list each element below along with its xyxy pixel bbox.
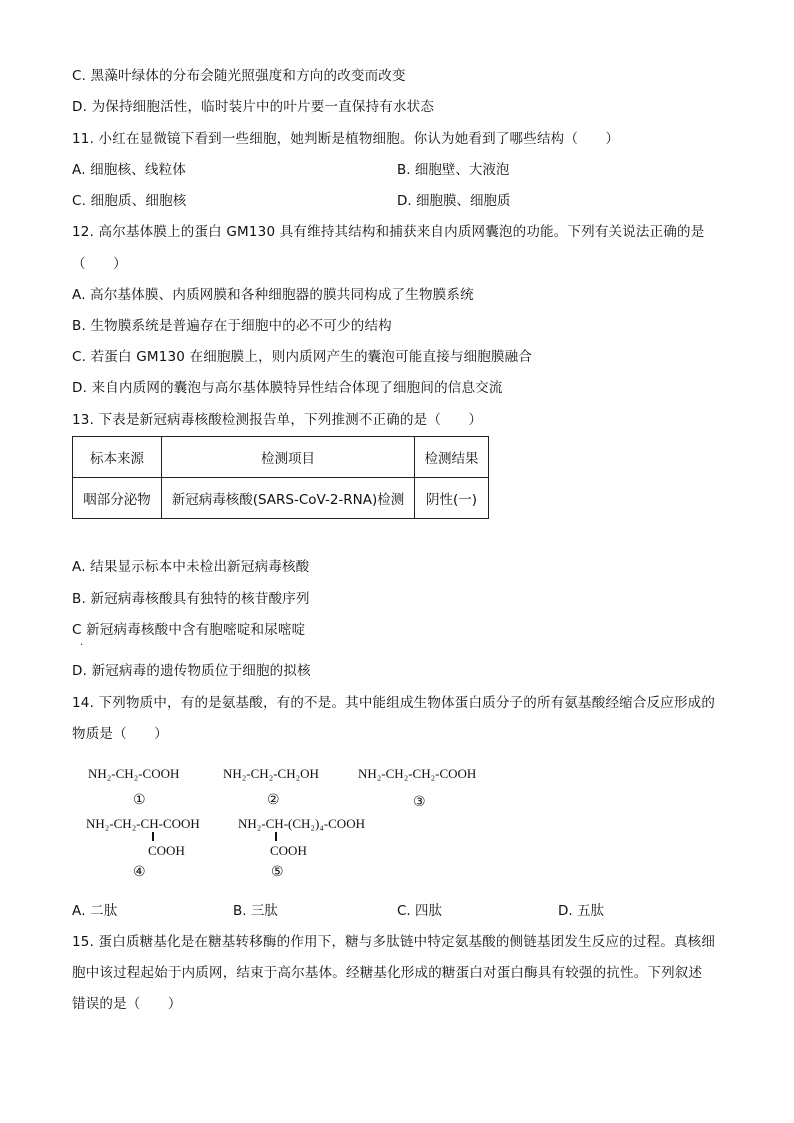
q13-stem: 13. 下表是新冠病毒核酸检测报告单，下列推测不正确的是（ ） xyxy=(72,412,483,428)
q11-option-b: B. 细胞壁、大液泡 xyxy=(397,162,510,178)
header-test-item: 检测项目 xyxy=(162,437,415,478)
formula-4-branch: COOH xyxy=(148,843,185,858)
q15-stem-line2: 胞中该过程起始于内质网，结束于高尔基体。经糖基化形成的糖蛋白对蛋白酶具有较强的抗性。下列叙述 xyxy=(72,965,703,981)
q14-option-d: D. 五肽 xyxy=(558,903,604,919)
formula-1: NH₂-CH₂-COOH xyxy=(88,766,180,781)
formula-5-main: NH₂-CH-(CH₂)₄-COOH xyxy=(238,816,365,831)
q13-option-b: B. 新冠病毒核酸具有独特的核苷酸序列 xyxy=(72,591,310,607)
cell-test-item: 新冠病毒核酸(SARS-CoV-2-RNA)检测 xyxy=(162,478,415,519)
formula-4-main: NH₂-CH₂-CH-COOH xyxy=(86,816,200,831)
q11-stem: 11. 小红在显微镜下看到一些细胞，她判断是植物细胞。你认为她看到了哪些结构（ ） xyxy=(72,131,620,147)
q14-stem-line1: 14. 下列物质中，有的是氨基酸，有的不是。其中能组成生物体蛋白质分子的所有氨基酸经缩合反应形成的 xyxy=(72,695,716,711)
formula-4-bond xyxy=(152,832,154,841)
q12-stem-line1: 12. 高尔基体膜上的蛋白 GM130 具有维持其结构和捕获来自内质网囊泡的功能。下列有关说法正确的是 xyxy=(72,224,705,240)
q13-option-c: C 新冠病毒核酸中含有胞嘧啶和尿嘧啶 xyxy=(72,622,306,638)
q11-option-d: D. 细胞膜、细胞质 xyxy=(397,193,511,209)
q14-option-c: C. 四肽 xyxy=(397,903,443,919)
q12-option-c: C. 若蛋白 GM130 在细胞膜上，则内质网产生的囊泡可能直接与细胞膜融合 xyxy=(72,349,533,365)
q12-stem-line2: （ ） xyxy=(72,256,127,272)
formula-5-branch: COOH xyxy=(270,843,307,858)
label-5: ⑤ xyxy=(271,864,284,880)
q11-option-c: C. 细胞质、细胞核 xyxy=(72,193,187,209)
cell-specimen-source: 咽部分泌物 xyxy=(73,478,162,519)
q10-option-c: C. 黑藻叶绿体的分布会随光照强度和方向的改变而改变 xyxy=(72,68,406,84)
formula-3: NH₂-CH₂-CH₂-COOH xyxy=(358,766,477,781)
q13-option-a: A. 结果显示标本中未检出新冠病毒核酸 xyxy=(72,559,310,575)
q12-option-a: A. 高尔基体膜、内质网膜和各种细胞器的膜共同构成了生物膜系统 xyxy=(72,287,474,303)
label-3: ③ xyxy=(413,794,426,810)
header-test-result: 检测结果 xyxy=(415,437,489,478)
q15-stem-line3: 错误的是（ ） xyxy=(72,996,182,1012)
formula-2: NH₂-CH₂-CH₂OH xyxy=(223,766,319,781)
label-4: ④ xyxy=(133,864,146,880)
q14-option-b: B. 三肽 xyxy=(233,903,278,919)
stray-dot-mark: · xyxy=(80,640,84,651)
formula-5-bond xyxy=(275,832,277,841)
table-row xyxy=(73,478,489,519)
q11-option-a: A. 细胞核、线粒体 xyxy=(72,162,187,178)
table-header-row xyxy=(73,437,489,478)
cell-test-result: 阴性(一) xyxy=(415,478,489,519)
q14-option-a: A. 二肽 xyxy=(72,903,118,919)
q10-option-d: D. 为保持细胞活性，临时装片中的叶片要一直保持有水状态 xyxy=(72,99,435,115)
label-2: ② xyxy=(267,792,280,808)
q14-stem-line2: 物质是（ ） xyxy=(72,726,168,742)
header-specimen-source: 标本来源 xyxy=(73,437,162,478)
q12-option-b: B. 生物膜系统是普遍存在于细胞中的必不可少的结构 xyxy=(72,318,392,334)
label-1: ① xyxy=(133,792,146,808)
q15-stem-line1: 15. 蛋白质糖基化是在糖基转移酶的作用下，糖与多肽链中特定氨基酸的侧链基团发生反应的过程。真核细 xyxy=(72,934,716,950)
q13-option-d: D. 新冠病毒的遗传物质位于细胞的拟核 xyxy=(72,663,311,679)
test-report-table xyxy=(72,436,489,519)
q12-option-d: D. 来自内质网的囊泡与高尔基体膜特异性结合体现了细胞间的信息交流 xyxy=(72,380,503,396)
